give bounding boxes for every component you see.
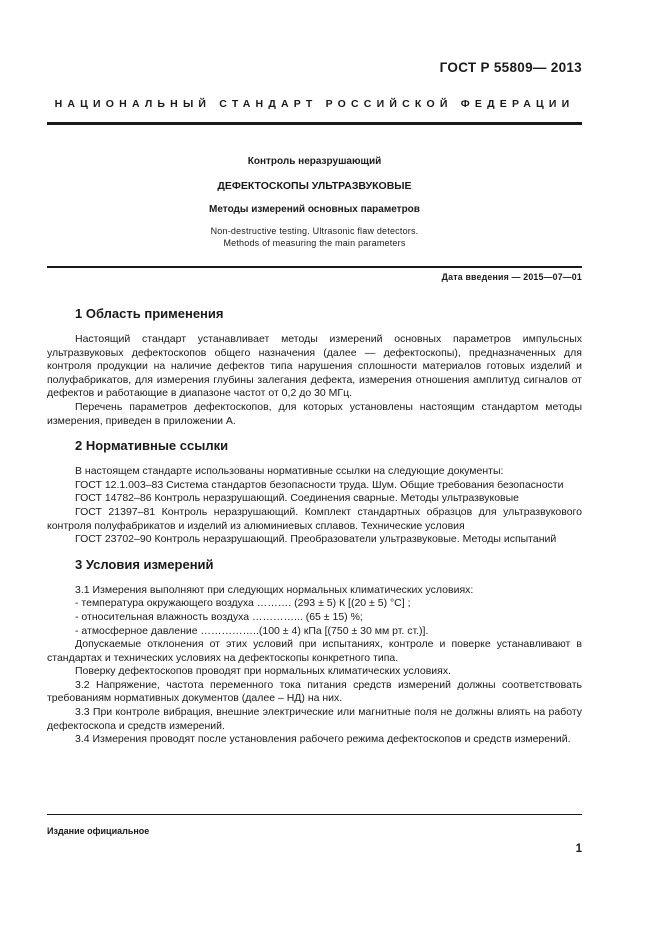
national-standard-banner: НАЦИОНАЛЬНЫЙ СТАНДАРТ РОССИЙСКОЙ ФЕДЕРАЦИИ bbox=[54, 98, 575, 110]
page-number: 1 bbox=[575, 843, 582, 855]
condition-item: - атмосферное давление ……………..(100 ± 4) кПа [(750 ± 30 мм рт. ст.)]. bbox=[75, 624, 429, 637]
title-line-1: Контроль неразрушающий bbox=[247, 156, 382, 167]
title-line-3: Методы измерений основных параметров bbox=[209, 204, 420, 215]
section-2-heading: 2 Нормативные ссылки bbox=[75, 438, 229, 454]
document-body bbox=[47, 306, 582, 747]
section-3-paragraph: 3.3 При контроле вибрация, внешние электрические или магнитные поля не должны влиять на работу дефектоскопа и средств измерений. bbox=[47, 706, 582, 732]
reference-item: ГОСТ 14782–86 Контроль неразрушающий. Соединения сварные. Методы ультразвуковые bbox=[75, 492, 519, 505]
introduction-date: Дата введения — 2015—07—01 bbox=[441, 272, 582, 282]
section-3-paragraph: 3.4 Измерения проводят после установления рабочего режима дефектоскопов и средств измерений. bbox=[75, 733, 571, 746]
section-1-heading: 1 Область применения bbox=[75, 306, 224, 321]
section-2-paragraph: В настоящем стандарте использованы нормативные ссылки на следующие документы: bbox=[75, 465, 504, 478]
section-1-paragraph: Настоящий стандарт устанавливает методы измерений основных параметров импульсных ультразвуковых дефектоскопов общего назначения (далее — дефектоскопы), предназначенных для контроля продукции на наличие дефектов типа нарушения сплошности материалов готовых изделий и полуфабрикатов, для измерения глубины залегания дефекта, измерения отношения амплитуд сигналов от дефектов и работающие в диапазоне частот от 0,2 до 30 МГц. bbox=[47, 333, 582, 400]
reference-item: ГОСТ 12.1.003–83 Система стандартов безопасности труда. Шум. Общие требования безопасности bbox=[75, 478, 564, 491]
standard-number: ГОСТ Р 55809— 2013 bbox=[439, 60, 582, 75]
section-3-paragraph: Допускаемые отклонения от этих условий при испытаниях, контроле и поверке устанавливают в стандартах и технических условиях на дефектоскопы конкретного типа. bbox=[47, 638, 582, 664]
title-divider bbox=[47, 266, 582, 268]
section-3-paragraph: Поверку дефектоскопов проводят при нормальных климатических условиях. bbox=[75, 665, 451, 678]
section-3-paragraph: 3.2 Напряжение, частота переменного тока питания средств измерений должны соответствовать требованиям нормативных документов (далее – НД) на них. bbox=[47, 678, 582, 705]
english-title-line-2: Methods of measuring the main parameters bbox=[223, 238, 406, 248]
footer-divider bbox=[47, 814, 582, 815]
title-block bbox=[47, 156, 582, 249]
reference-item: ГОСТ 23702–90 Контроль неразрушающий. Преобразователи ультразвуковые. Методы испытаний bbox=[75, 533, 557, 546]
english-title bbox=[47, 225, 582, 249]
section-3-heading: 3 Условия измерений bbox=[75, 556, 214, 572]
edition-label: Издание официальное bbox=[47, 826, 150, 836]
section-3-intro: 3.1 Измерения выполняют при следующих нормальных климатических условиях: bbox=[75, 583, 474, 596]
title-line-2: ДЕФЕКТОСКОПЫ УЛЬТРАЗВУКОВЫЕ bbox=[217, 180, 412, 192]
condition-item: - относительная влажность воздуха …………... (65 ± 15) %; bbox=[75, 610, 363, 623]
header-divider bbox=[47, 122, 582, 125]
english-title-line-1: Non-destructive testing. Ultrasonic flaw detectors. bbox=[210, 226, 419, 236]
section-1-paragraph: Перечень параметров дефектоскопов, для которых установлены настоящим стандартом методы измерения, приведен в приложении А. bbox=[47, 400, 582, 427]
condition-item: - температура окружающего воздуха ………. (293 ± 5) К [(20 ± 5) °C] ; bbox=[75, 597, 411, 610]
reference-item: ГОСТ 21397–81 Контроль неразрушающий. Комплект стандартных образцов для ультразвукового контроля полуфабрикатов и изделий из алюминиевых сплавов. Технические условия bbox=[47, 505, 582, 532]
